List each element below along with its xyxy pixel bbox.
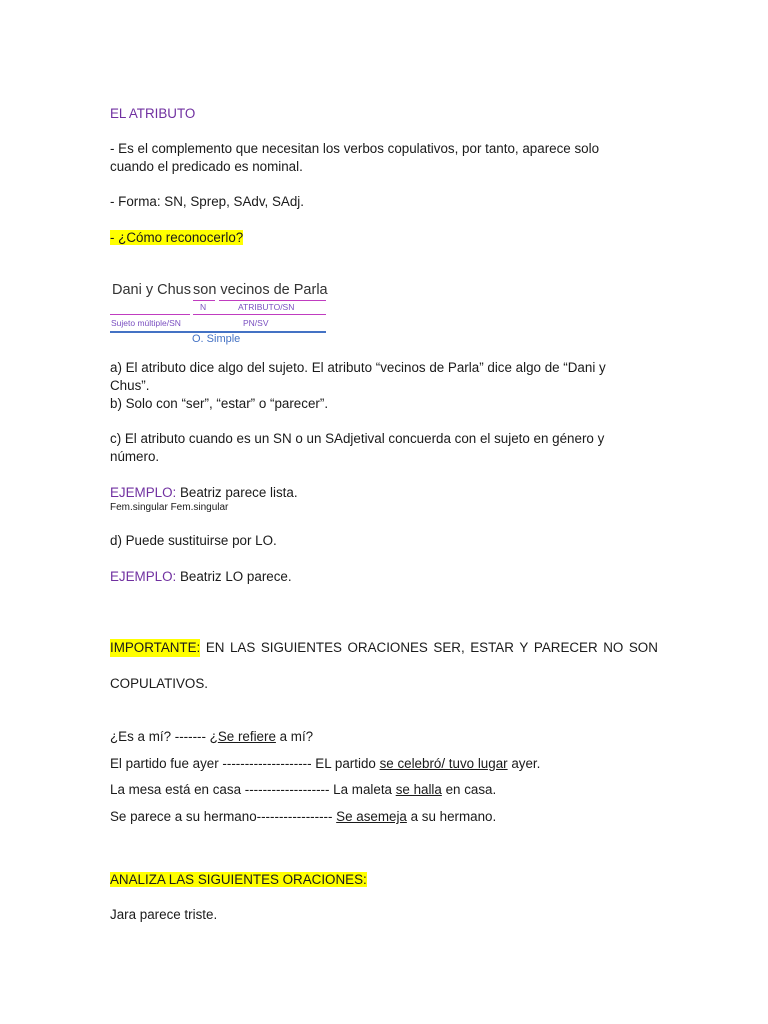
diagram-pn-underline (193, 314, 326, 315)
exercise-sentence: Jara parece triste. (110, 907, 218, 922)
paragraph-definition-line-2: cuando el predicado es nominal. (110, 159, 303, 174)
example-2-label: EJEMPLO: (110, 569, 177, 584)
point-a-line-1: a) El atributo dice algo del sujeto. El atributo “vecinos de Parla” dice algo de “Dani y (110, 360, 606, 375)
example-2 (110, 568, 658, 586)
doc-title: EL ATRIBUTO (110, 106, 196, 121)
example-1-text: Beatriz parece lista. (176, 485, 298, 500)
contrast-example-1-start: ¿Es a mí? ------- ¿ (110, 729, 218, 744)
point-b: b) Solo con “ser”, “estar” o “parecer”. (110, 396, 329, 411)
diagram-n-label: N (200, 302, 207, 312)
point-a-line-2: Chus”. (110, 378, 150, 393)
importante-word: ORACIONES (347, 640, 428, 655)
diagram-predicate-text: son vecinos de Parla (193, 282, 328, 298)
contrast-example-3 (110, 781, 658, 799)
analiza-heading (110, 871, 658, 889)
diagram-oracion-label: O. Simple (192, 333, 241, 345)
example-2-text: Beatriz LO parece. (176, 569, 292, 584)
diagram-pn-label: PN/SV (243, 318, 269, 328)
contrast-example-3-start: La mesa está en casa ------------------- La maleta (110, 782, 396, 797)
importante-word: Y (519, 640, 529, 655)
diagram-atributo-underline (219, 300, 326, 301)
importante-word: LAS (229, 640, 256, 655)
paragraph-definition-line-1: - Es el complemento que necesitan los verbos copulativos, por tanto, aparece solo (110, 141, 600, 156)
importante-word: EN (205, 640, 225, 655)
contrast-example-4 (110, 808, 658, 826)
importante-line-2: COPULATIVOS. (110, 676, 208, 691)
importante-word: SER, (433, 640, 465, 655)
analiza-highlight: ANALIZA LAS SIGUIENTES ORACIONES: (110, 872, 367, 887)
importante-word: ESTAR (470, 640, 514, 655)
contrast-example-1-underlined: Se refiere (217, 729, 276, 744)
importante-word: SON (628, 640, 658, 655)
contrast-example-2-end: ayer. (507, 756, 541, 771)
contrast-example-3-underlined: se halla (395, 782, 442, 797)
contrast-example-4-start: Se parece a su hermano----------------- (110, 809, 337, 824)
importante-word: SIGUIENTES (260, 640, 342, 655)
importante-word: PARECER (533, 640, 598, 655)
example-1-note: Fem.singular Fem.singular (110, 502, 229, 513)
point-c-line-2: número. (110, 449, 160, 464)
contrast-example-1 (110, 728, 658, 746)
contrast-example-2-start: El partido fue ayer -------------------- EL partido (110, 756, 380, 771)
contrast-example-4-underlined: Se asemeja (336, 809, 407, 824)
importante-label: IMPORTANTE: (110, 640, 201, 655)
diagram-atributo-label: ATRIBUTO/SN (238, 302, 295, 312)
diagram-subject-text: Dani y Chus (112, 282, 191, 298)
diagram-sujeto-label: Sujeto múltiple/SN (111, 318, 181, 328)
heading-como-reconocerlo (110, 229, 658, 247)
diagram-sujeto-underline (110, 314, 190, 315)
diagram-n-underline (193, 300, 215, 301)
point-d: d) Puede sustituirse por LO. (110, 533, 277, 548)
contrast-example-3-end: en casa. (441, 782, 497, 797)
contrast-example-1-end: a mí? (275, 729, 314, 744)
contrast-example-2-underlined: se celebró/ tuvo lugar (379, 756, 508, 771)
syntax-diagram (110, 280, 332, 350)
importante-word: NO (603, 640, 624, 655)
highlighted-question: - ¿Cómo reconocerlo? (110, 230, 244, 245)
contrast-example-4-end: a su hermano. (406, 809, 497, 824)
importante-line (110, 639, 658, 657)
point-c-line-1: c) El atributo cuando es un SN o un SAdjetival concuerda con el sujeto en género y (110, 431, 605, 446)
example-1 (110, 484, 658, 502)
paragraph-forma: - Forma: SN, Sprep, SAdv, SAdj. (110, 194, 304, 209)
contrast-example-2 (110, 755, 658, 773)
example-1-label: EJEMPLO: (110, 485, 177, 500)
